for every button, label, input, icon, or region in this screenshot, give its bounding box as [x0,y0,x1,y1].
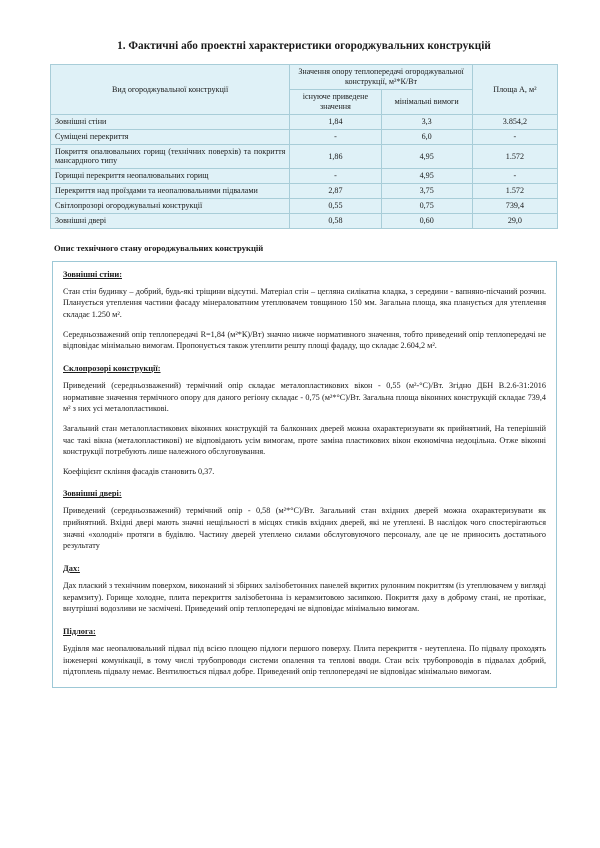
table-header-row-top [51,65,558,90]
cell-existing-value: 0,58 [290,213,381,228]
cell-construction-name: Перекриття над проїздами та неопалювальними підвалами [51,184,290,199]
table-header [51,65,558,114]
paragraph-floor-1: Будівля має неопалювальний підвал під всією площею підлоги першого поверху. Плита перекриття - неутеплена. По підвалу проходять інженерні комунікації, в тому числі трубопроводи системи опалення та теплові вводи. Стан всіх трубопроводів в підвалах добрий, підтоплень підвалу немає. Вентилюється підвал добре. Приведений опір теплопередачі не відповідає мінімально вимогам. [63,643,546,677]
cell-area-value: 3.854,2 [472,114,557,129]
paragraph-glazing-3: Коефіцієнт скління фасадів становить 0,37. [63,466,215,476]
table-row [51,144,558,169]
characteristics-table [50,64,558,228]
cell-construction-name: Покриття опалювальних горищ (технічних поверхів) та покриття мансардного типу [51,144,290,169]
cell-minimum-value: 4,95 [381,144,472,169]
column-header-resistance-group-label: Значення опору теплопередачі огороджувальної конструкції, м²*К/Вт [298,67,464,87]
cell-minimum-value: 3,3 [381,114,472,129]
paragraph-doors-1: Приведений (середньозважений) термічний опір - 0,58 (м²*°С)/Вт. Загальний стан вхідних дверей можна охарактеризувати як прийнятний. Вхідні двері мають значні нещільності в місцях стиків вхідних дверей, які не утеплені. В наслідок чого спостерігаються значні «холодні» протяги в будівлю. Частину дверей утеплено силами обслуговуючого персоналу, але це не приносить достатнього результату [63,506,546,551]
section-heading-doors: Зовнішні двері: [63,489,122,499]
cell-minimum-value: 3,75 [381,184,472,199]
cell-existing-value: 1,86 [290,144,381,169]
column-header-kind [51,65,290,114]
description-heading: Опис технічного стану огороджувальних конструкцій [54,242,264,253]
cell-area-value: - [472,169,557,184]
cell-minimum-value: 6,0 [381,129,472,144]
cell-existing-value: - [290,169,381,184]
table-row [51,213,558,228]
cell-existing-value: 2,87 [290,184,381,199]
cell-existing-value: - [290,129,381,144]
cell-area-value: 739,4 [472,199,557,214]
cell-minimum-value: 0,60 [381,213,472,228]
section-heading-glazing: Склопрозорі конструкції: [63,363,161,373]
cell-minimum-value: 4,95 [381,169,472,184]
table-row [51,114,558,129]
section-heading-roof: Дах: [63,564,80,573]
cell-construction-name: Зовнішні двері [51,213,290,228]
cell-area-value: 1.572 [472,144,557,169]
cell-construction-name: Горищні перекриття неопалювальних горищ [51,169,290,184]
column-header-area-label: Площа А, м² [493,84,537,94]
paragraph-glazing-2: Загальний стан металопластикових віконних конструкцій та балконних дверей можна охарактеризувати як прийнятний, На теперішній час такі вікна (металопластикові) не відповідають усім вимогам, проте заміна пластикових вікон економічна недоцільна. Отже віконні конструкції потребують лише належного обслуговування. [63,423,546,457]
column-header-existing [290,90,381,115]
column-header-minimum-label: мінімальні вимоги [394,97,459,107]
table-row [51,199,558,214]
column-header-resistance-group [290,65,473,90]
paragraph-walls-2: Середньозважений опір теплопередачі R=1,84 (м²*К)/Вт) значно нижче нормативного значення, тобто приведений опір теплопередачі не відповідає мінімально вимогам. Пропонується також утеплити решту площі фададу, що складає 2.604,2 м². [63,329,546,351]
cell-existing-value: 0,55 [290,199,381,214]
paragraph-glazing-1: Приведений (середньозважений) термічний опір складає металопластикових вікон - 0,55 (м²-°С)/Вт. Згідно ДБН В.2.6-31:2016 нормативне значення термічного опору для даного регіону складає - 0,75 (м²*°С)/Вт. Загальна площа віконних конструкцій складає 739,4 м² з них усі металопластикові. [63,380,546,414]
column-header-kind-label: Вид огороджувальної конструкції [111,84,229,94]
cell-existing-value: 1,84 [290,114,381,129]
cell-area-value: 29,0 [472,213,557,228]
cell-construction-name: Світлопрозорі огороджувальні конструкції [51,199,290,214]
paragraph-walls-1: Стан стін будинку – добрий, будь-які тріщини відсутні. Матеріал стін – цегляна силікатна кладка, з середини - вапняно-пісчаний розчин. Планується утеплення частини фасаду мінераловатним утеплювачем товщиною 150 мм. Загальна площа, яка планується для утеплення складає 1.250 м². [63,286,546,320]
cell-construction-name: Суміщені перекриття [51,129,290,144]
page-title: 1. Фактичні або проектні характеристики огороджувальних конструкцій [117,40,491,52]
column-header-existing-label: існуюче приведене значення [302,92,369,112]
column-header-area [472,65,557,114]
paragraph-roof-1: Дах плаский з технічним поверхом, виконаний зі збірних залізобетонних панелей вкритих рулонним покриттям (із утеплювачем у вигляді керамзиту). Горище холодне, плита перекриття залізобетонна із керамзитовою засипкою. Покриття даху в доброму стані, не протікає, внутрішні водозливи не засмічені. Приведений опір теплопередачі не відповідає мінімально вимогам. [63,581,546,614]
cell-construction-name: Зовнішні стіни [51,114,290,129]
description-box [52,261,557,688]
section-heading-floor: Підлога: [63,626,96,636]
table-row [51,169,558,184]
column-header-minimum [381,90,472,115]
section-heading-walls: Зовнішні стіни: [63,269,122,279]
cell-area-value: 1.572 [472,184,557,199]
table-body [51,114,558,228]
table-row [51,184,558,199]
table-row [51,129,558,144]
cell-minimum-value: 0,75 [381,199,472,214]
cell-area-value: - [472,129,557,144]
